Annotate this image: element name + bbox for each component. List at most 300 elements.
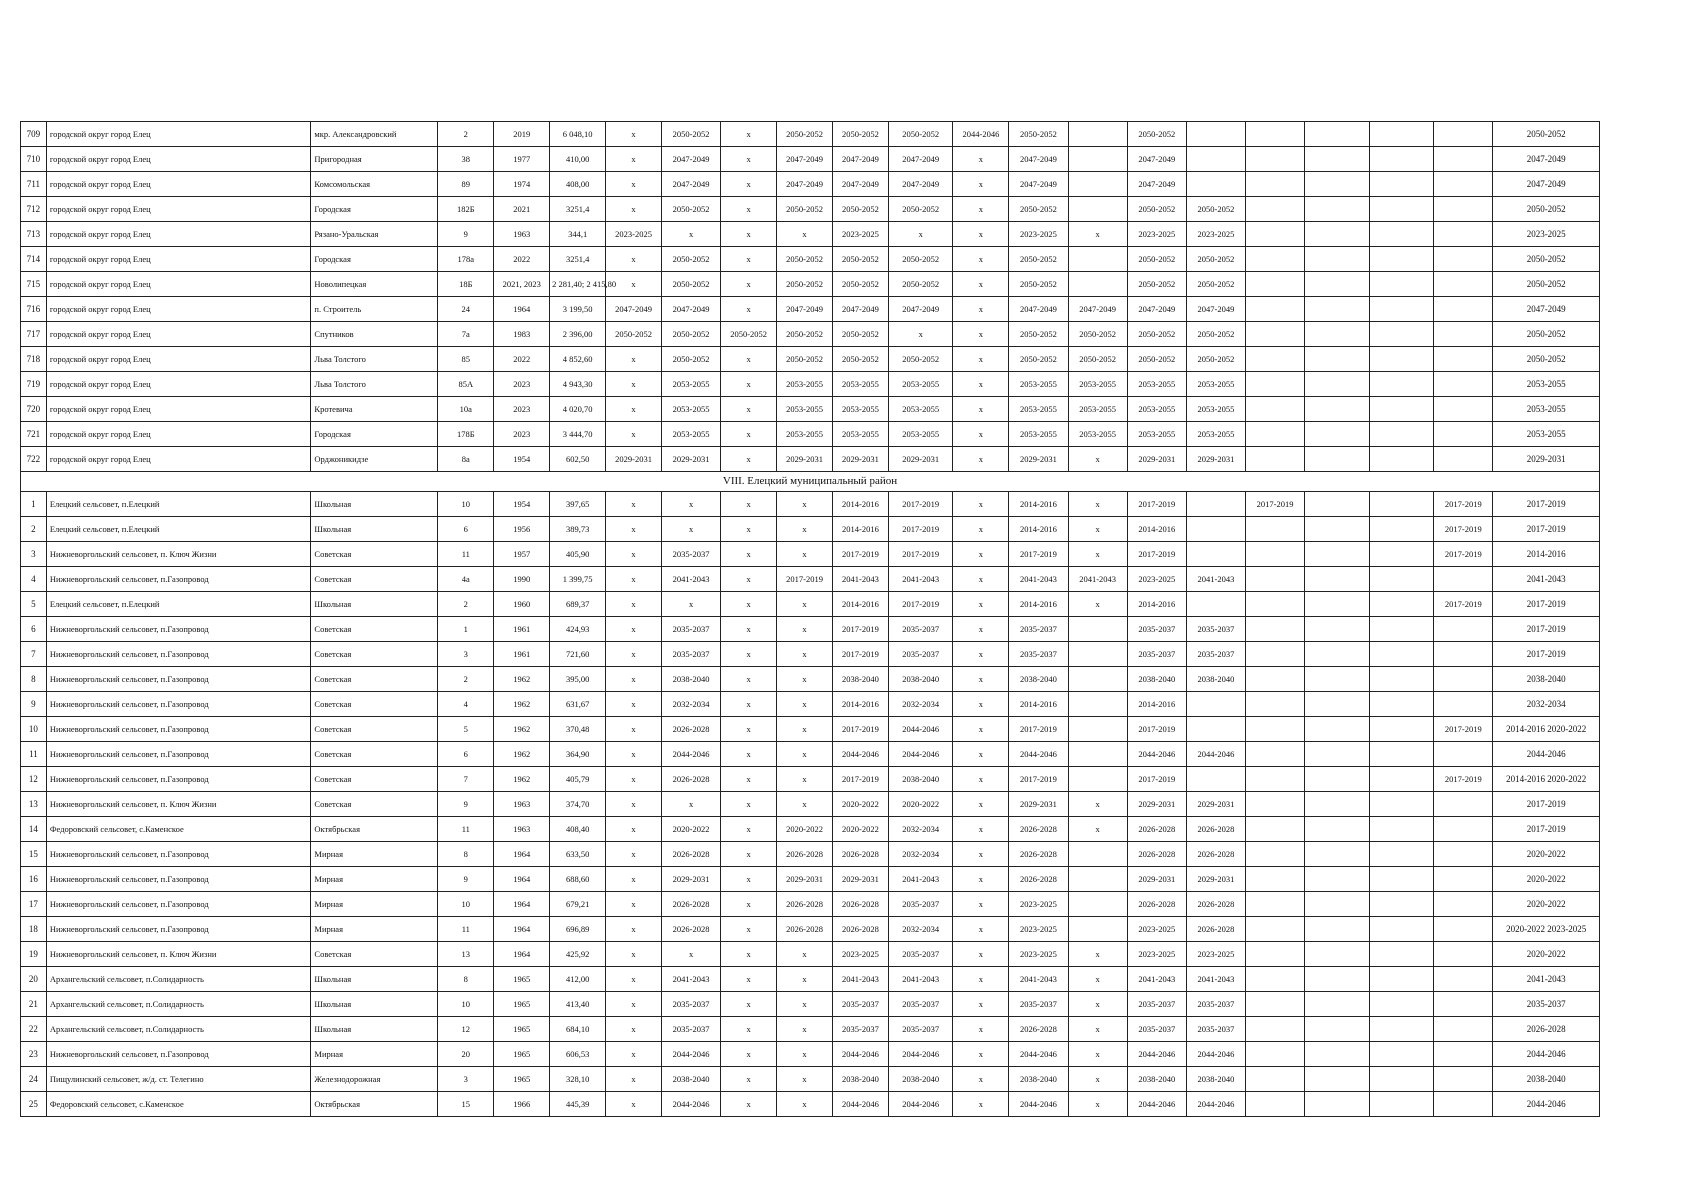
table-cell: 11 (438, 542, 494, 567)
table-cell: 2050-2052 (606, 322, 662, 347)
table-cell: 2050-2052 (1009, 122, 1068, 147)
table-cell: 2053-2055 (777, 397, 833, 422)
table-cell: х (721, 867, 777, 892)
table-row (21, 222, 1600, 247)
table-row (21, 247, 1600, 272)
table-cell: х (953, 297, 1009, 322)
table-cell (1305, 517, 1370, 542)
table-cell: 2044-2046 (662, 742, 721, 767)
row-number-cell: 16 (21, 867, 47, 892)
table-cell: 602,50 (550, 447, 606, 472)
table-cell (1434, 917, 1493, 942)
table-cell: х (721, 992, 777, 1017)
final-period-cell: 2050-2052 (1493, 322, 1600, 347)
table-cell: 2053-2055 (1068, 397, 1127, 422)
table-cell (1305, 742, 1370, 767)
table-cell: 38 (438, 147, 494, 172)
table-cell: 2017-2019 (1434, 717, 1493, 742)
table-cell: 2029-2031 (662, 447, 721, 472)
table-cell: 1965 (494, 1017, 550, 1042)
table-cell: х (721, 942, 777, 967)
table-cell: 2014-2016 (833, 592, 889, 617)
table-cell (1369, 492, 1434, 517)
street-cell: п. Строитель (311, 297, 438, 322)
table-cell (1305, 592, 1370, 617)
table-cell (1068, 247, 1127, 272)
table-cell: 4 020,70 (550, 397, 606, 422)
table-cell (1305, 172, 1370, 197)
locality-cell: городской округ город Елец (46, 122, 311, 147)
table-cell (1068, 717, 1127, 742)
table-row (21, 967, 1600, 992)
table-cell: х (953, 322, 1009, 347)
final-period-cell: 2032-2034 (1493, 692, 1600, 717)
table-cell: х (953, 172, 1009, 197)
table-cell: х (777, 617, 833, 642)
table-cell: х (606, 422, 662, 447)
table-cell: 2038-2040 (888, 667, 953, 692)
table-cell: 2017-2019 (888, 542, 953, 567)
table-cell: 12 (438, 1017, 494, 1042)
table-cell (1434, 247, 1493, 272)
table-cell: х (606, 1092, 662, 1117)
final-period-cell: 2014-2016 2020-2022 (1493, 767, 1600, 792)
table-cell: 2050-2052 (1127, 247, 1186, 272)
table-row (21, 717, 1600, 742)
table-cell: 2017-2019 (1127, 492, 1186, 517)
table-cell: 2021, 2023 (494, 272, 550, 297)
table-cell: х (606, 667, 662, 692)
table-cell: х (953, 942, 1009, 967)
table-cell: 2044-2046 (1009, 1092, 1068, 1117)
table-cell (1434, 642, 1493, 667)
table-cell: 2041-2043 (1009, 567, 1068, 592)
table-cell: х (953, 792, 1009, 817)
table-row (21, 792, 1600, 817)
table-cell: х (777, 1017, 833, 1042)
table-cell: х (777, 592, 833, 617)
table-cell: 9 (438, 867, 494, 892)
table-cell: 344,1 (550, 222, 606, 247)
table-cell: х (606, 397, 662, 422)
table-cell (1246, 767, 1305, 792)
table-cell: 1965 (494, 1067, 550, 1092)
table-cell: 10 (438, 892, 494, 917)
table-cell: 2050-2052 (1009, 247, 1068, 272)
table-cell: 1964 (494, 867, 550, 892)
table-cell: 2029-2031 (1127, 447, 1186, 472)
table-cell: 2026-2028 (662, 717, 721, 742)
table-cell (1369, 717, 1434, 742)
table-cell: 10 (438, 492, 494, 517)
table-cell (1434, 322, 1493, 347)
table-cell: 2032-2034 (888, 917, 953, 942)
table-cell: х (606, 767, 662, 792)
table-row (21, 1067, 1600, 1092)
table-cell: 2032-2034 (888, 817, 953, 842)
table-cell: х (777, 1067, 833, 1092)
table-cell: х (953, 717, 1009, 742)
table-cell: 2035-2037 (662, 992, 721, 1017)
table-cell: 2050-2052 (1186, 322, 1245, 347)
locality-cell: Елецкий сельсовет, п.Елецкий (46, 592, 311, 617)
table-cell (1434, 297, 1493, 322)
table-cell (1369, 447, 1434, 472)
table-cell: 2026-2028 (662, 767, 721, 792)
row-number-cell: 13 (21, 792, 47, 817)
table-cell: 2023-2025 (1127, 942, 1186, 967)
table-cell: 1965 (494, 992, 550, 1017)
row-number-cell: 23 (21, 1042, 47, 1067)
table-cell: х (721, 247, 777, 272)
table-cell: х (777, 642, 833, 667)
table-cell: 2035-2037 (888, 892, 953, 917)
table-cell (1434, 892, 1493, 917)
street-cell: Советская (311, 567, 438, 592)
table-cell: 182Б (438, 197, 494, 222)
table-row (21, 992, 1600, 1017)
table-cell: 2017-2019 (1434, 542, 1493, 567)
table-cell: 408,00 (550, 172, 606, 197)
table-cell: 2050-2052 (888, 272, 953, 297)
table-cell: х (721, 542, 777, 567)
final-period-cell: 2044-2046 (1493, 1042, 1600, 1067)
row-number-cell: 21 (21, 992, 47, 1017)
table-cell (1068, 197, 1127, 222)
table-cell (1246, 222, 1305, 247)
table-row (21, 1042, 1600, 1067)
table-cell: 2023-2025 (1009, 222, 1068, 247)
street-cell: Советская (311, 642, 438, 667)
table-cell: 2053-2055 (833, 372, 889, 397)
table-cell: 1966 (494, 1092, 550, 1117)
street-cell: Льва Толстого (311, 347, 438, 372)
table-cell: 2050-2052 (662, 272, 721, 297)
locality-cell: Архангельский сельсовет, п.Солидарность (46, 992, 311, 1017)
table-cell: х (606, 617, 662, 642)
table-cell: х (953, 347, 1009, 372)
table-cell (1369, 272, 1434, 297)
table-cell (1434, 967, 1493, 992)
table-cell: 2014-2016 (1009, 592, 1068, 617)
final-period-cell: 2041-2043 (1493, 567, 1600, 592)
table-cell: 2035-2037 (662, 642, 721, 667)
table-cell: 2029-2031 (1186, 447, 1245, 472)
table-cell: 424,93 (550, 617, 606, 642)
table-cell (1246, 397, 1305, 422)
final-period-cell: 2047-2049 (1493, 297, 1600, 322)
table-cell: 2019 (494, 122, 550, 147)
table-cell: 2047-2049 (833, 147, 889, 172)
table-cell (1186, 692, 1245, 717)
street-cell: Советская (311, 742, 438, 767)
table-cell: 1962 (494, 767, 550, 792)
locality-cell: городской округ город Елец (46, 197, 311, 222)
table-cell: 2029-2031 (1127, 867, 1186, 892)
final-period-cell: 2041-2043 (1493, 967, 1600, 992)
table-cell (1369, 642, 1434, 667)
table-cell (1434, 942, 1493, 967)
table-cell: 2035-2037 (833, 992, 889, 1017)
row-number-cell: 5 (21, 592, 47, 617)
table-cell (1369, 592, 1434, 617)
table-cell: х (1068, 542, 1127, 567)
table-cell: х (777, 942, 833, 967)
table-cell: 2053-2055 (1127, 372, 1186, 397)
table-cell: 2050-2052 (888, 247, 953, 272)
table-cell (1246, 1042, 1305, 1067)
table-cell: 2050-2052 (833, 247, 889, 272)
table-cell (1246, 967, 1305, 992)
table-row (21, 592, 1600, 617)
table-cell: х (953, 642, 1009, 667)
table-cell (1186, 517, 1245, 542)
row-number-cell: 719 (21, 372, 47, 397)
street-cell: Городская (311, 422, 438, 447)
table-cell (1246, 717, 1305, 742)
table-cell: 89 (438, 172, 494, 197)
locality-cell: городской округ город Елец (46, 347, 311, 372)
table-cell: 397,65 (550, 492, 606, 517)
table-row (21, 122, 1600, 147)
table-cell: 2050-2052 (662, 247, 721, 272)
table-cell (1305, 1092, 1370, 1117)
row-number-cell: 14 (21, 817, 47, 842)
table-cell: 2020-2022 (833, 792, 889, 817)
table-cell (1305, 1067, 1370, 1092)
row-number-cell: 19 (21, 942, 47, 967)
table-cell: 2020-2022 (888, 792, 953, 817)
table-cell (1186, 592, 1245, 617)
table-cell: 1963 (494, 792, 550, 817)
table-cell (1369, 1017, 1434, 1042)
table-cell (1434, 1092, 1493, 1117)
table-cell: 2026-2028 (777, 842, 833, 867)
table-cell: 2044-2046 (833, 742, 889, 767)
table-cell: 2017-2019 (833, 642, 889, 667)
table-cell (1305, 542, 1370, 567)
table-cell: 7 (438, 767, 494, 792)
table-cell (1369, 347, 1434, 372)
table-cell: 2023-2025 (1009, 917, 1068, 942)
table-cell: 2017-2019 (833, 767, 889, 792)
table-cell: 2026-2028 (833, 892, 889, 917)
table-cell: 2017-2019 (777, 567, 833, 592)
table-cell: х (953, 247, 1009, 272)
table-cell: х (1068, 447, 1127, 472)
table-cell: 2017-2019 (1009, 717, 1068, 742)
table-cell: х (1068, 1017, 1127, 1042)
table-cell: х (721, 517, 777, 542)
table-cell: 2029-2031 (662, 867, 721, 892)
table-cell (1246, 1067, 1305, 1092)
table-cell: 2047-2049 (662, 297, 721, 322)
table-cell: х (953, 592, 1009, 617)
table-cell: 2038-2040 (833, 667, 889, 692)
table-cell: х (953, 817, 1009, 842)
table-cell: 1962 (494, 692, 550, 717)
table-cell (1305, 967, 1370, 992)
table-cell: 2026-2028 (1186, 842, 1245, 867)
table-cell (1305, 792, 1370, 817)
table-cell: 633,50 (550, 842, 606, 867)
locality-cell: Нижневоргольский сельсовет, п.Газопровод (46, 617, 311, 642)
table-cell: 2014-2016 (833, 692, 889, 717)
table-cell: 2026-2028 (777, 892, 833, 917)
table-cell: х (721, 422, 777, 447)
table-cell: 1962 (494, 717, 550, 742)
row-number-cell: 25 (21, 1092, 47, 1117)
table-cell: 2026-2028 (662, 842, 721, 867)
table-cell: х (721, 347, 777, 372)
table-cell: 2047-2049 (1127, 172, 1186, 197)
table-cell (1434, 567, 1493, 592)
table-cell: 2017-2019 (1434, 767, 1493, 792)
table-cell: 2017-2019 (1127, 717, 1186, 742)
table-row (21, 147, 1600, 172)
table-cell: 412,00 (550, 967, 606, 992)
table-cell: 2014-2016 (1127, 517, 1186, 542)
table-cell: 2050-2052 (1127, 122, 1186, 147)
table-cell: 1960 (494, 592, 550, 617)
table-cell: х (953, 867, 1009, 892)
table-cell: 2026-2028 (1127, 892, 1186, 917)
table-cell: 2020-2022 (662, 817, 721, 842)
table-cell: х (606, 247, 662, 272)
table-cell: 413,40 (550, 992, 606, 1017)
final-period-cell: 2053-2055 (1493, 422, 1600, 447)
table-cell (1369, 147, 1434, 172)
table-cell: 1964 (494, 297, 550, 322)
table-cell (1369, 322, 1434, 347)
final-period-cell: 2017-2019 (1493, 617, 1600, 642)
table-cell: 2050-2052 (1068, 322, 1127, 347)
table-cell: х (606, 197, 662, 222)
final-period-cell: 2020-2022 (1493, 842, 1600, 867)
table-cell: 2029-2031 (606, 447, 662, 472)
locality-cell: Нижневоргольский сельсовет, п.Газопровод (46, 867, 311, 892)
table-cell: 2 (438, 592, 494, 617)
table-cell: 364,90 (550, 742, 606, 767)
table-cell (1246, 917, 1305, 942)
table-cell (1434, 122, 1493, 147)
table-cell: 2041-2043 (833, 967, 889, 992)
table-cell: 2047-2049 (888, 297, 953, 322)
table-cell: 2035-2037 (662, 617, 721, 642)
table-cell: 2047-2049 (888, 147, 953, 172)
table-cell (1068, 272, 1127, 297)
table-cell: 2041-2043 (1186, 967, 1245, 992)
table-cell (1068, 172, 1127, 197)
table-cell (1305, 717, 1370, 742)
table-cell: х (606, 492, 662, 517)
table-cell: 1 (438, 617, 494, 642)
table-cell (1246, 892, 1305, 917)
table-cell: х (1068, 517, 1127, 542)
table-cell (1246, 867, 1305, 892)
table-cell (1434, 372, 1493, 397)
table-cell: х (606, 172, 662, 197)
table-cell: х (953, 567, 1009, 592)
table-cell (1434, 792, 1493, 817)
table-row (21, 892, 1600, 917)
table-cell (1434, 1017, 1493, 1042)
table-cell: 2029-2031 (1127, 792, 1186, 817)
table-cell: 9 (438, 792, 494, 817)
table-cell: 2044-2046 (1127, 1042, 1186, 1067)
table-cell: 2047-2049 (833, 297, 889, 322)
table-row (21, 1017, 1600, 1042)
final-period-cell: 2053-2055 (1493, 397, 1600, 422)
table-cell: х (721, 967, 777, 992)
street-cell: Новолипецкая (311, 272, 438, 297)
table-cell: х (721, 197, 777, 222)
table-row (21, 942, 1600, 967)
final-period-cell: 2026-2028 (1493, 1017, 1600, 1042)
table-cell (1246, 942, 1305, 967)
final-period-cell: 2020-2022 2023-2025 (1493, 917, 1600, 942)
table-cell: 2035-2037 (888, 942, 953, 967)
table-row (21, 347, 1600, 372)
table-cell: х (606, 1017, 662, 1042)
table-cell (1246, 742, 1305, 767)
table-cell (1305, 842, 1370, 867)
table-cell: 2038-2040 (1127, 667, 1186, 692)
table-cell: 2035-2037 (833, 1017, 889, 1042)
table-cell: х (1068, 1067, 1127, 1092)
table-cell: 2041-2043 (1009, 967, 1068, 992)
table-cell: х (721, 397, 777, 422)
street-cell: Школьная (311, 992, 438, 1017)
table-cell: х (1068, 942, 1127, 967)
table-cell (1186, 147, 1245, 172)
table-cell (1246, 542, 1305, 567)
table-cell: 2050-2052 (662, 122, 721, 147)
table-cell: х (1068, 967, 1127, 992)
table-row (21, 422, 1600, 447)
locality-cell: городской округ город Елец (46, 447, 311, 472)
final-period-cell: 2035-2037 (1493, 992, 1600, 1017)
table-cell: 684,10 (550, 1017, 606, 1042)
table-cell: 85 (438, 347, 494, 372)
table-cell: х (721, 767, 777, 792)
table-cell: х (888, 222, 953, 247)
table-cell: 2041-2043 (888, 967, 953, 992)
table-cell (1305, 197, 1370, 222)
table-cell: 2038-2040 (888, 1067, 953, 1092)
table-cell (1369, 197, 1434, 222)
table-cell: 2050-2052 (777, 272, 833, 297)
table-cell: 2017-2019 (833, 617, 889, 642)
row-number-cell: 3 (21, 542, 47, 567)
row-number-cell: 713 (21, 222, 47, 247)
table-cell: 389,73 (550, 517, 606, 542)
street-cell: Советская (311, 617, 438, 642)
street-cell: Спутников (311, 322, 438, 347)
table-cell: 1963 (494, 222, 550, 247)
table-cell: 2047-2049 (662, 147, 721, 172)
table-cell: х (606, 1042, 662, 1067)
locality-cell: городской округ город Елец (46, 372, 311, 397)
table-cell: 2023-2025 (833, 942, 889, 967)
table-cell (1305, 817, 1370, 842)
row-number-cell: 8 (21, 667, 47, 692)
table-cell: 2053-2055 (888, 422, 953, 447)
street-cell: Октябрьская (311, 817, 438, 842)
table-cell (1434, 347, 1493, 372)
table-row (21, 767, 1600, 792)
table-cell (1305, 272, 1370, 297)
